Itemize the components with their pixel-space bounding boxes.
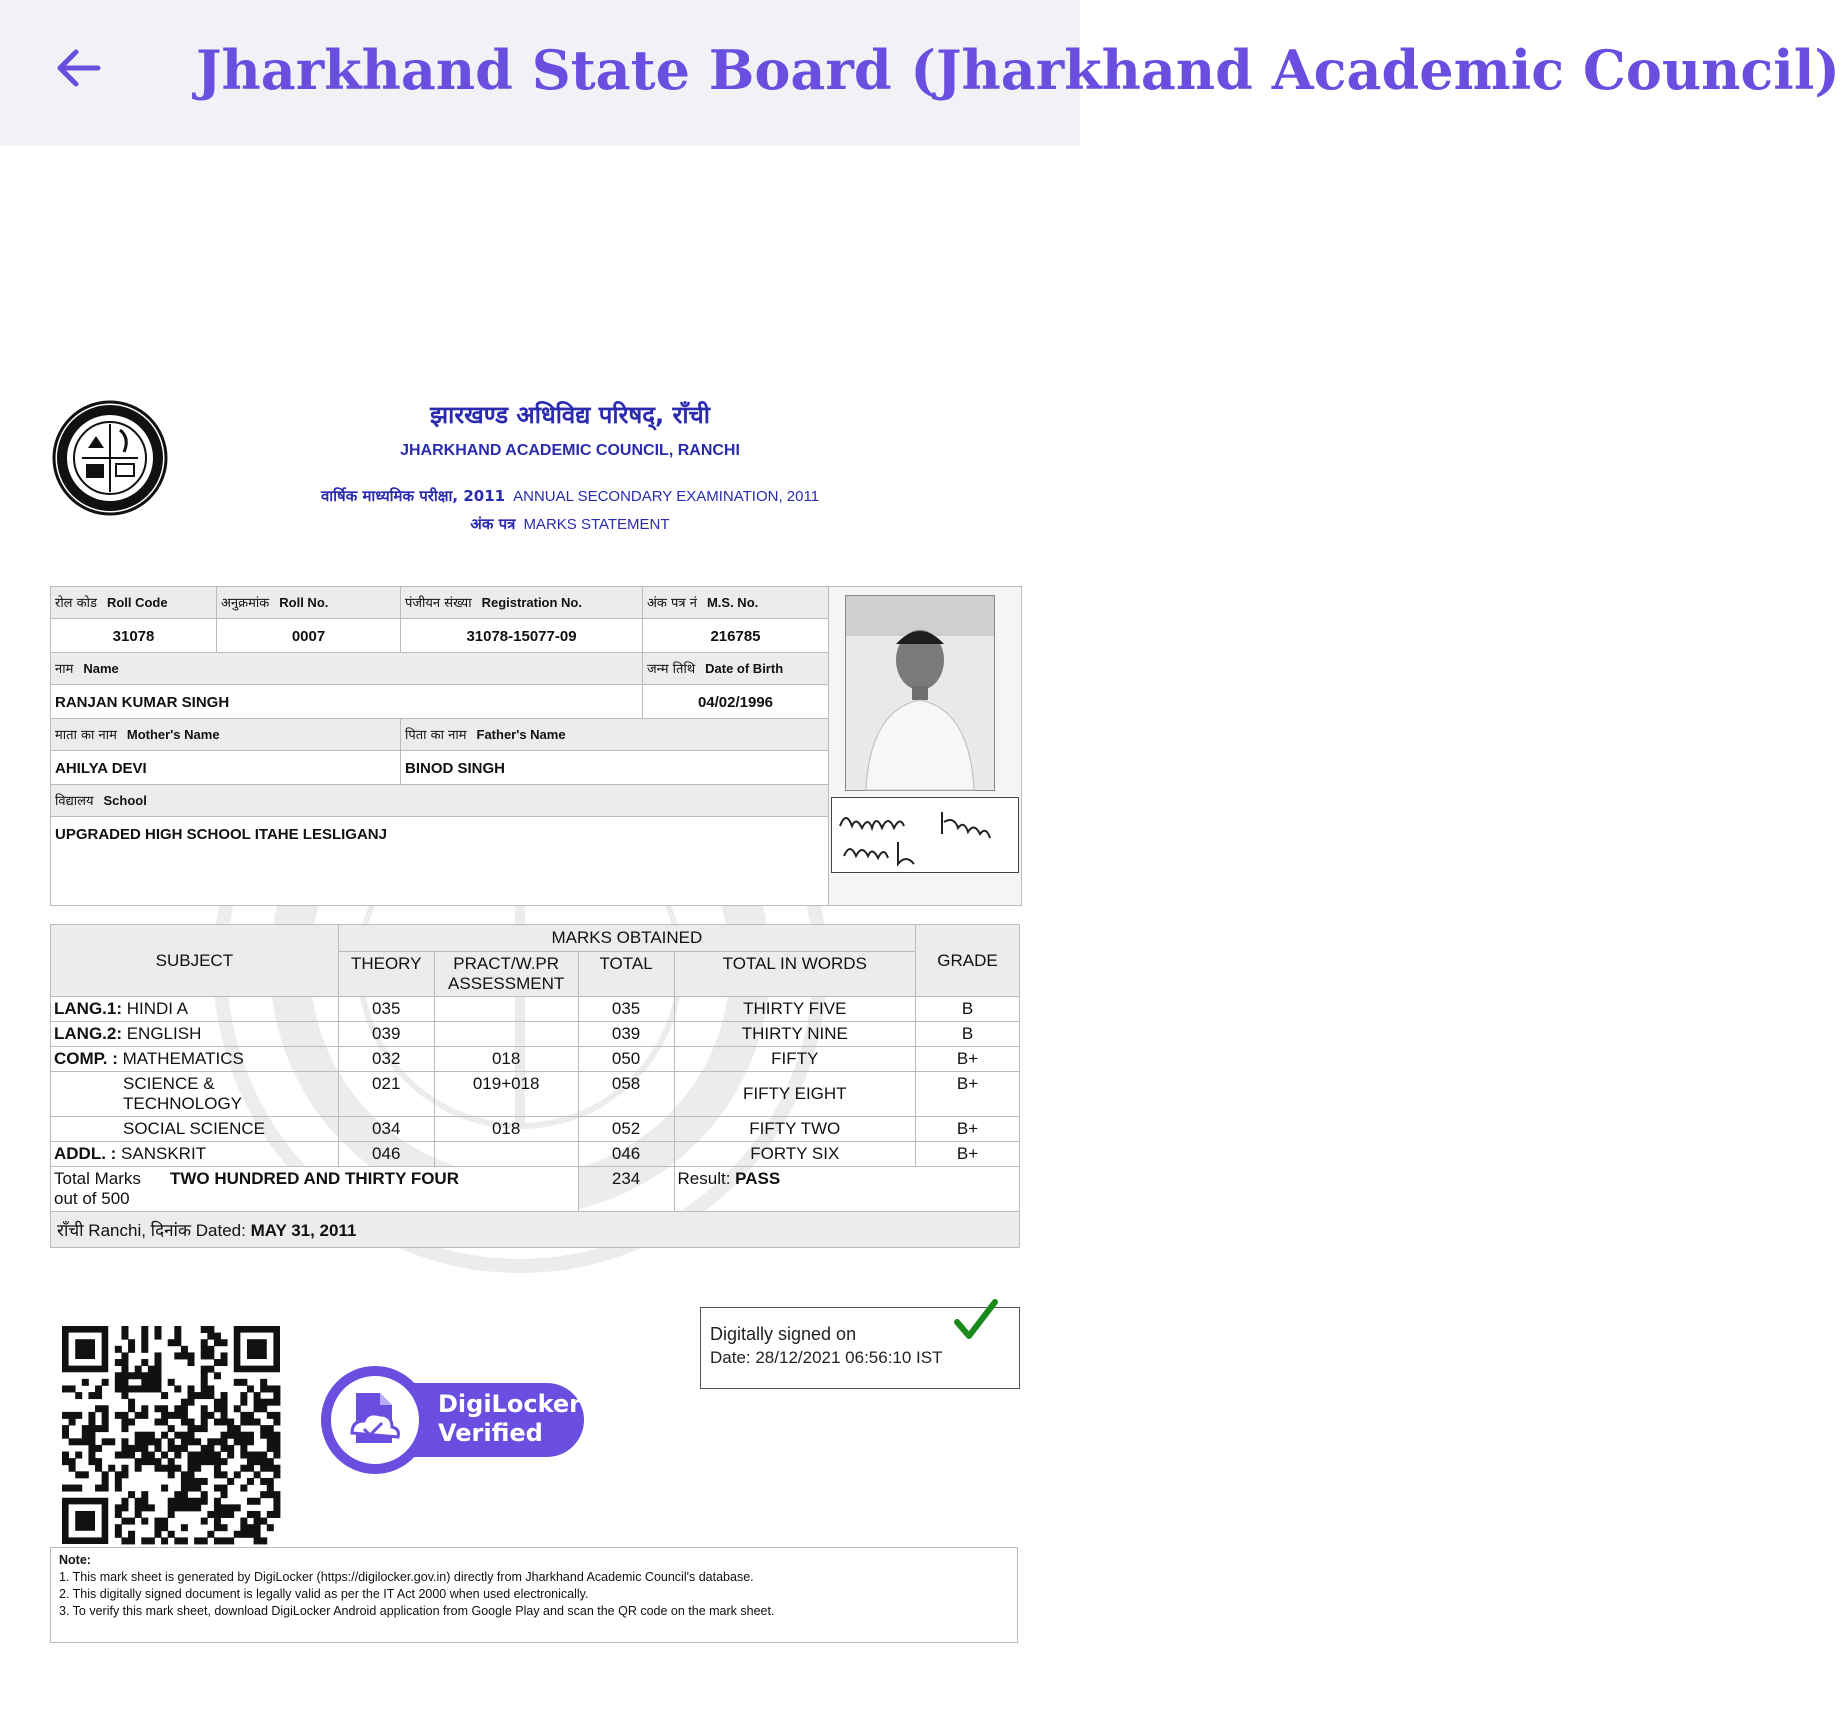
theory-cell: 039 bbox=[338, 1022, 434, 1047]
marks-statement-title bbox=[250, 514, 890, 534]
marks-table bbox=[50, 924, 1020, 1248]
registration-no-value: 31078-15077-09 bbox=[401, 619, 643, 653]
grade-cell: B+ bbox=[916, 1142, 1020, 1167]
total-header: TOTAL bbox=[578, 952, 674, 997]
grade-cell: B bbox=[916, 1022, 1020, 1047]
practical-cell bbox=[434, 997, 578, 1022]
grade-cell: B+ bbox=[916, 1047, 1020, 1072]
practical-cell bbox=[434, 1142, 578, 1167]
council-name-hindi: झारखण्ड अधिविद्य परिषद्, राँची bbox=[430, 401, 710, 429]
subject-cell: SCIENCE & TECHNOLOGY bbox=[51, 1072, 339, 1117]
photo-area bbox=[829, 587, 1021, 905]
name-label: नाम Name bbox=[51, 653, 643, 685]
student-photo bbox=[845, 595, 995, 791]
ms-no-value: 216785 bbox=[643, 619, 829, 653]
subject-cell: COMP. : MATHEMATICS bbox=[51, 1047, 339, 1072]
back-arrow-icon[interactable] bbox=[50, 40, 106, 96]
school-label: विद्यालय School bbox=[51, 785, 829, 817]
issue-date: MAY 31, 2011 bbox=[250, 1221, 357, 1240]
digilocker-line2: Verified bbox=[438, 1419, 543, 1447]
marksheet-document bbox=[0, 146, 1080, 1717]
result-label: Result: bbox=[677, 1169, 731, 1188]
subject-cell: LANG.1: HINDI A bbox=[51, 997, 339, 1022]
note-heading: Note: bbox=[59, 1553, 91, 1567]
mother-name-value: AHILYA DEVI bbox=[51, 751, 401, 785]
theory-cell: 032 bbox=[338, 1047, 434, 1072]
total-cell: 035 bbox=[578, 997, 674, 1022]
total-marks-value: 234 bbox=[578, 1167, 674, 1212]
note-item: 1. This mark sheet is generated by DigiLocker (https://digilocker.gov.in) directly from Jharkhand Academic Council's database. bbox=[59, 1570, 754, 1584]
marks-row bbox=[51, 1047, 1020, 1072]
name-value: RANJAN KUMAR SINGH bbox=[51, 685, 643, 719]
words-cell: FIFTY bbox=[674, 1047, 916, 1072]
grade-cell: B+ bbox=[916, 1072, 1020, 1117]
subject-header: SUBJECT bbox=[51, 925, 339, 997]
green-check-icon bbox=[953, 1300, 999, 1340]
place-hindi: राँची bbox=[57, 1221, 84, 1241]
app-title: Jharkhand State Board (Jharkhand Academic Council) bbox=[196, 38, 1840, 102]
theory-header: THEORY bbox=[338, 952, 434, 997]
theory-cell: 021 bbox=[338, 1072, 434, 1117]
subject-cell: SOCIAL SCIENCE bbox=[51, 1117, 339, 1142]
marks-obtained-header: MARKS OBTAINED bbox=[338, 925, 915, 952]
exam-title bbox=[250, 486, 890, 506]
total-marks-label: Total Marks out of 500 bbox=[54, 1169, 141, 1208]
verification-qr-code bbox=[62, 1326, 280, 1544]
practical-header: PRACT/W.PR ASSESSMENT bbox=[434, 952, 578, 997]
total-marks-row bbox=[51, 1167, 1020, 1212]
total-cell: 046 bbox=[578, 1142, 674, 1167]
council-seal-logo bbox=[52, 400, 168, 516]
total-marks-words: TWO HUNDRED AND THIRTY FOUR bbox=[170, 1169, 459, 1188]
practical-cell: 018 bbox=[434, 1117, 578, 1142]
theory-cell: 046 bbox=[338, 1142, 434, 1167]
school-value: UPGRADED HIGH SCHOOL ITAHE LESLIGANJ bbox=[51, 817, 829, 905]
signed-on-label: Digitally signed on bbox=[710, 1324, 857, 1344]
marks-statement-hindi: अंक पत्र bbox=[470, 515, 516, 533]
council-name-english: JHARKHAND ACADEMIC COUNCIL, RANCHI bbox=[400, 442, 740, 459]
result-value: PASS bbox=[735, 1169, 781, 1188]
words-cell: FIFTY EIGHT bbox=[674, 1072, 916, 1117]
date-row bbox=[51, 1212, 1020, 1248]
dated-label: Dated: bbox=[195, 1221, 246, 1240]
mother-name-label: माता का नाम Mother's Name bbox=[51, 719, 401, 751]
marks-row bbox=[51, 997, 1020, 1022]
roll-no-value: 0007 bbox=[217, 619, 401, 653]
father-name-value: BINOD SINGH bbox=[401, 751, 829, 785]
total-in-words-header: TOTAL IN WORDS bbox=[674, 952, 916, 997]
registration-no-label: पंजीयन संख्या Registration No. bbox=[401, 587, 643, 619]
marks-row bbox=[51, 1117, 1020, 1142]
roll-code-label: रोल कोड Roll Code bbox=[51, 587, 217, 619]
note-box bbox=[50, 1547, 1018, 1643]
dob-value: 04/02/1996 bbox=[643, 685, 829, 719]
roll-no-label: अनुक्रमांक Roll No. bbox=[217, 587, 401, 619]
practical-cell: 019+018 bbox=[434, 1072, 578, 1117]
total-cell: 050 bbox=[578, 1047, 674, 1072]
dated-hindi: दिनांक bbox=[150, 1221, 191, 1241]
ms-no-label: अंक पत्र नं M.S. No. bbox=[643, 587, 829, 619]
signed-date: Date: 28/12/2021 06:56:10 IST bbox=[710, 1348, 943, 1367]
theory-cell: 034 bbox=[338, 1117, 434, 1142]
digilocker-badge-text bbox=[438, 1390, 581, 1448]
total-cell: 039 bbox=[578, 1022, 674, 1047]
marks-row bbox=[51, 1022, 1020, 1047]
place: Ranchi, bbox=[88, 1221, 146, 1240]
grade-cell: B+ bbox=[916, 1117, 1020, 1142]
roll-code-value: 31078 bbox=[51, 619, 217, 653]
grade-header: GRADE bbox=[916, 925, 1020, 997]
date-cell bbox=[51, 1212, 1020, 1248]
father-name-label: पिता का नाम Father's Name bbox=[401, 719, 829, 751]
note-item: 2. This digitally signed document is legally valid as per the IT Act 2000 when used electronically. bbox=[59, 1587, 589, 1601]
total-marks-cell bbox=[51, 1167, 579, 1212]
theory-cell: 035 bbox=[338, 997, 434, 1022]
app-bar bbox=[0, 0, 1840, 146]
total-cell: 052 bbox=[578, 1117, 674, 1142]
digilocker-line1: DigiLocker bbox=[438, 1390, 581, 1418]
grade-cell: B bbox=[916, 997, 1020, 1022]
subject-cell: LANG.2: ENGLISH bbox=[51, 1022, 339, 1047]
handwritten-signature bbox=[831, 797, 1019, 873]
marks-header-row bbox=[51, 925, 1020, 952]
exam-title-hindi: वार्षिक माध्यमिक परीक्षा, 2011 bbox=[320, 487, 506, 505]
exam-title-english: ANNUAL SECONDARY EXAMINATION, 2011 bbox=[513, 488, 820, 505]
subject-cell: ADDL. : SANSKRIT bbox=[51, 1142, 339, 1167]
dob-label: जन्म तिथि Date of Birth bbox=[643, 653, 829, 685]
marks-statement-english: MARKS STATEMENT bbox=[523, 516, 670, 533]
result-cell bbox=[674, 1167, 1019, 1212]
marks-row bbox=[51, 1072, 1020, 1117]
words-cell: FIFTY TWO bbox=[674, 1117, 916, 1142]
marks-row bbox=[51, 1142, 1020, 1167]
digital-signature-box bbox=[700, 1307, 1020, 1389]
words-cell: THIRTY NINE bbox=[674, 1022, 916, 1047]
student-info-grid bbox=[50, 586, 1022, 906]
practical-cell bbox=[434, 1022, 578, 1047]
words-cell: FORTY SIX bbox=[674, 1142, 916, 1167]
note-item: 3. To verify this mark sheet, download DigiLocker Android application from Google Play and scan the QR code on the mark sheet. bbox=[59, 1604, 775, 1618]
practical-cell: 018 bbox=[434, 1047, 578, 1072]
words-cell: THIRTY FIVE bbox=[674, 997, 916, 1022]
total-cell: 058 bbox=[578, 1072, 674, 1117]
